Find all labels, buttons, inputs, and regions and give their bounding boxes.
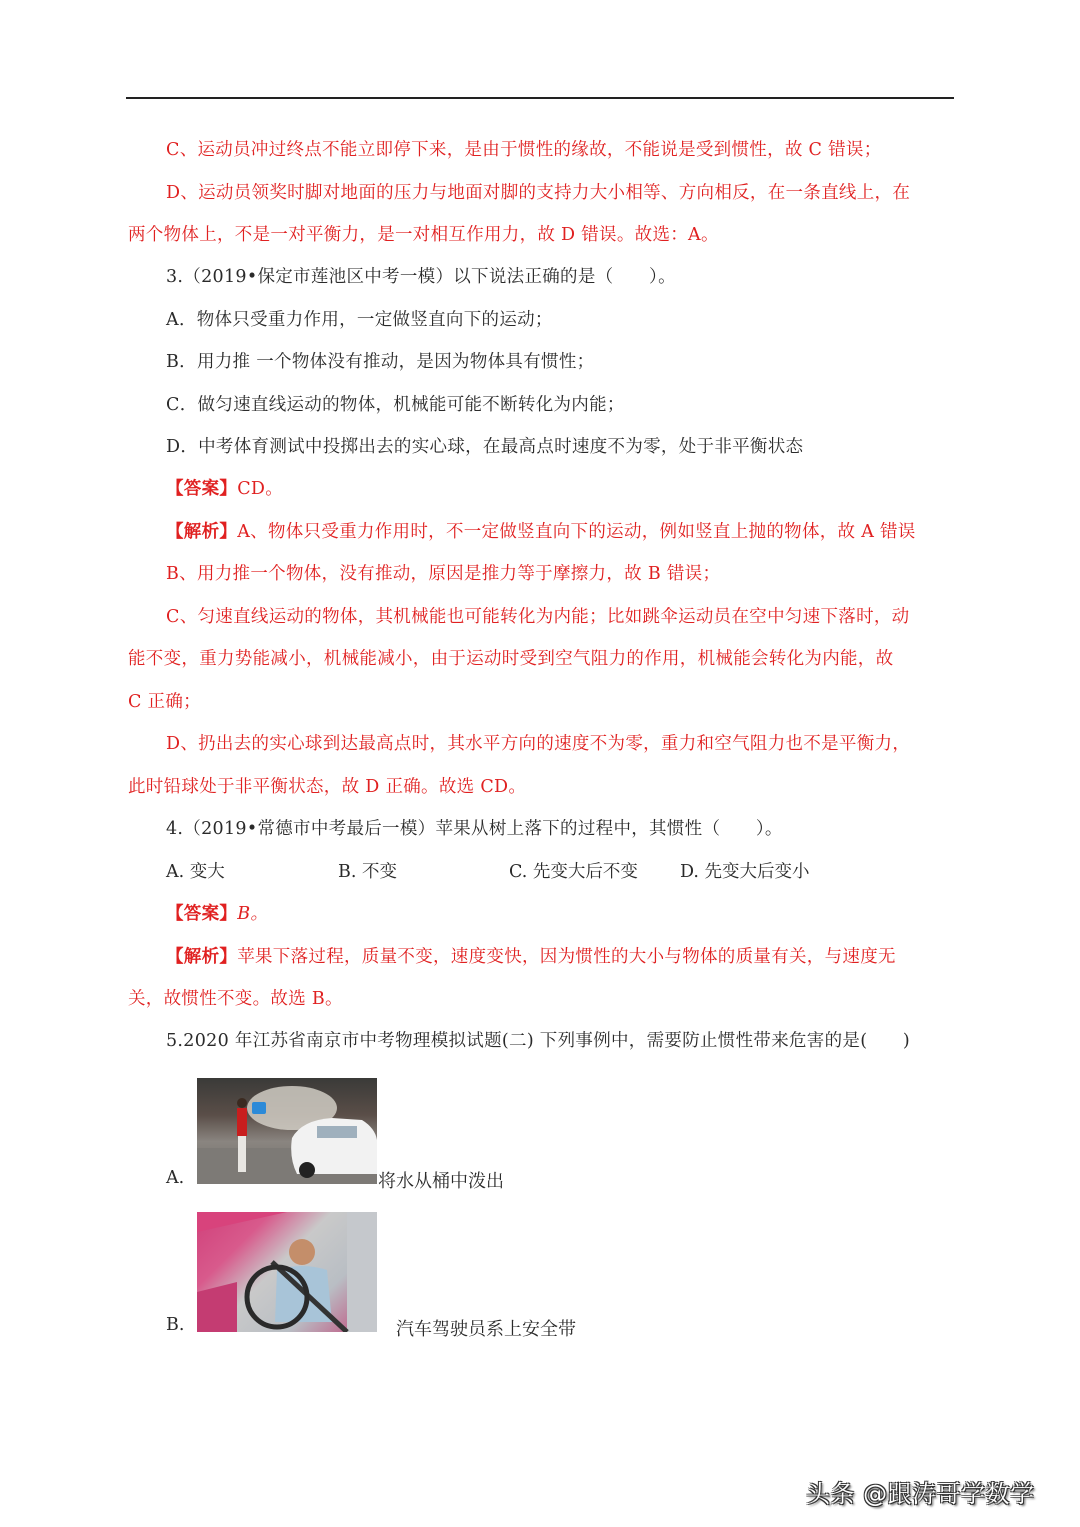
q3-stem: 3.（2019•保定市莲池区中考一模）以下说法正确的是（ ）。 bbox=[166, 267, 676, 287]
q4-option-d: D. 先变大后变小 bbox=[680, 862, 810, 882]
q3-analysis-line5: C 正确； bbox=[128, 692, 201, 712]
q2-analysis-d-line2: 两个物体上，不是一对平衡力，是一对相互作用力，故 D 错误。故选：A。 bbox=[128, 225, 719, 245]
answer-tag: 【答案】 bbox=[166, 479, 238, 499]
q5-option-b-label: B. bbox=[166, 1315, 185, 1335]
q4-option-a: A. 变大 bbox=[166, 862, 225, 882]
q4-analysis-line2: 关，故惯性不变。故选 B。 bbox=[128, 989, 343, 1009]
q4-option-c: C. 先变大后不变 bbox=[509, 862, 638, 882]
q5-option-b-caption: 汽车驾驶员系上安全带 bbox=[396, 1319, 576, 1340]
analysis-tag: 【解析】 bbox=[166, 522, 238, 542]
q2-analysis-c: C、运动员冲过终点不能立即停下来，是由于惯性的缘故，不能说是受到惯性，故 C 错误； bbox=[166, 140, 882, 160]
q4-analysis-line1 bbox=[166, 945, 996, 969]
answer-tag: 【答案】 bbox=[166, 904, 238, 924]
q4-answer bbox=[166, 902, 996, 926]
q3-option-d: D．中考体育测试中投掷出去的实心球，在最高点时速度不为零，处于非平衡状态 bbox=[166, 437, 804, 457]
q3-analysis-line4: 能不变，重力势能减小，机械能减小，由于运动时受到空气阻力的作用，机械能会转化为内能，故 bbox=[128, 649, 894, 669]
q3-answer bbox=[166, 477, 996, 501]
analysis-tag: 【解析】 bbox=[166, 947, 238, 967]
analysis-text: A、物体只受重力作用时，不一定做竖直向下的运动，例如竖直上抛的物体，故 A 错误 bbox=[237, 522, 916, 542]
q2-analysis-d-line1: D、运动员领奖时脚对地面的压力与地面对脚的支持力大小相等、方向相反，在一条直线上，在 bbox=[166, 183, 911, 203]
header-rule bbox=[126, 97, 954, 99]
q5-option-a-image bbox=[197, 1078, 377, 1184]
q4-option-b: B. 不变 bbox=[338, 862, 397, 882]
watermark: 头条 @跟涛哥学数学 bbox=[806, 1480, 1035, 1508]
q3-option-a: A．物体只受重力作用，一定做竖直向下的运动； bbox=[166, 310, 553, 330]
q5-stem: 5.2020 年江苏省南京市中考物理模拟试题(二) 下列事例中，需要防止惯性带来危害的是( ) bbox=[166, 1031, 911, 1051]
q5-option-a-label: A. bbox=[166, 1168, 185, 1188]
q3-option-c: C．做匀速直线运动的物体，机械能可能不断转化为内能； bbox=[166, 395, 625, 415]
q5-option-b-image bbox=[197, 1212, 377, 1332]
q3-option-b: B．用力推 一个物体没有推动，是因为物体具有惯性； bbox=[166, 352, 595, 372]
q4-stem: 4.（2019•常德市中考最后一模）苹果从树上落下的过程中，其惯性（ ）。 bbox=[166, 819, 783, 839]
q3-analysis-line3: C、匀速直线运动的物体，其机械能也可能转化为内能；比如跳伞运动员在空中匀速下落时，动 bbox=[166, 607, 910, 627]
answer-value: B。 bbox=[237, 904, 269, 924]
q3-analysis-line6: D、扔出去的实心球到达最高点时，其水平方向的速度不为零，重力和空气阻力也不是平衡力， bbox=[166, 734, 911, 754]
q3-analysis-line7: 此时铅球处于非平衡状态，故 D 正确。故选 CD。 bbox=[128, 777, 527, 797]
q5-option-a-caption: 将水从桶中泼出 bbox=[378, 1171, 504, 1192]
analysis-text: 苹果下落过程，质量不变，速度变快，因为惯性的大小与物体的质量有关，与速度无 bbox=[237, 947, 896, 967]
q3-analysis-line2: B、用力推一个物体，没有推动，原因是推力等于摩擦力，故 B 错误； bbox=[166, 564, 721, 584]
answer-value: CD。 bbox=[237, 479, 284, 499]
q3-analysis-line1 bbox=[166, 520, 996, 544]
